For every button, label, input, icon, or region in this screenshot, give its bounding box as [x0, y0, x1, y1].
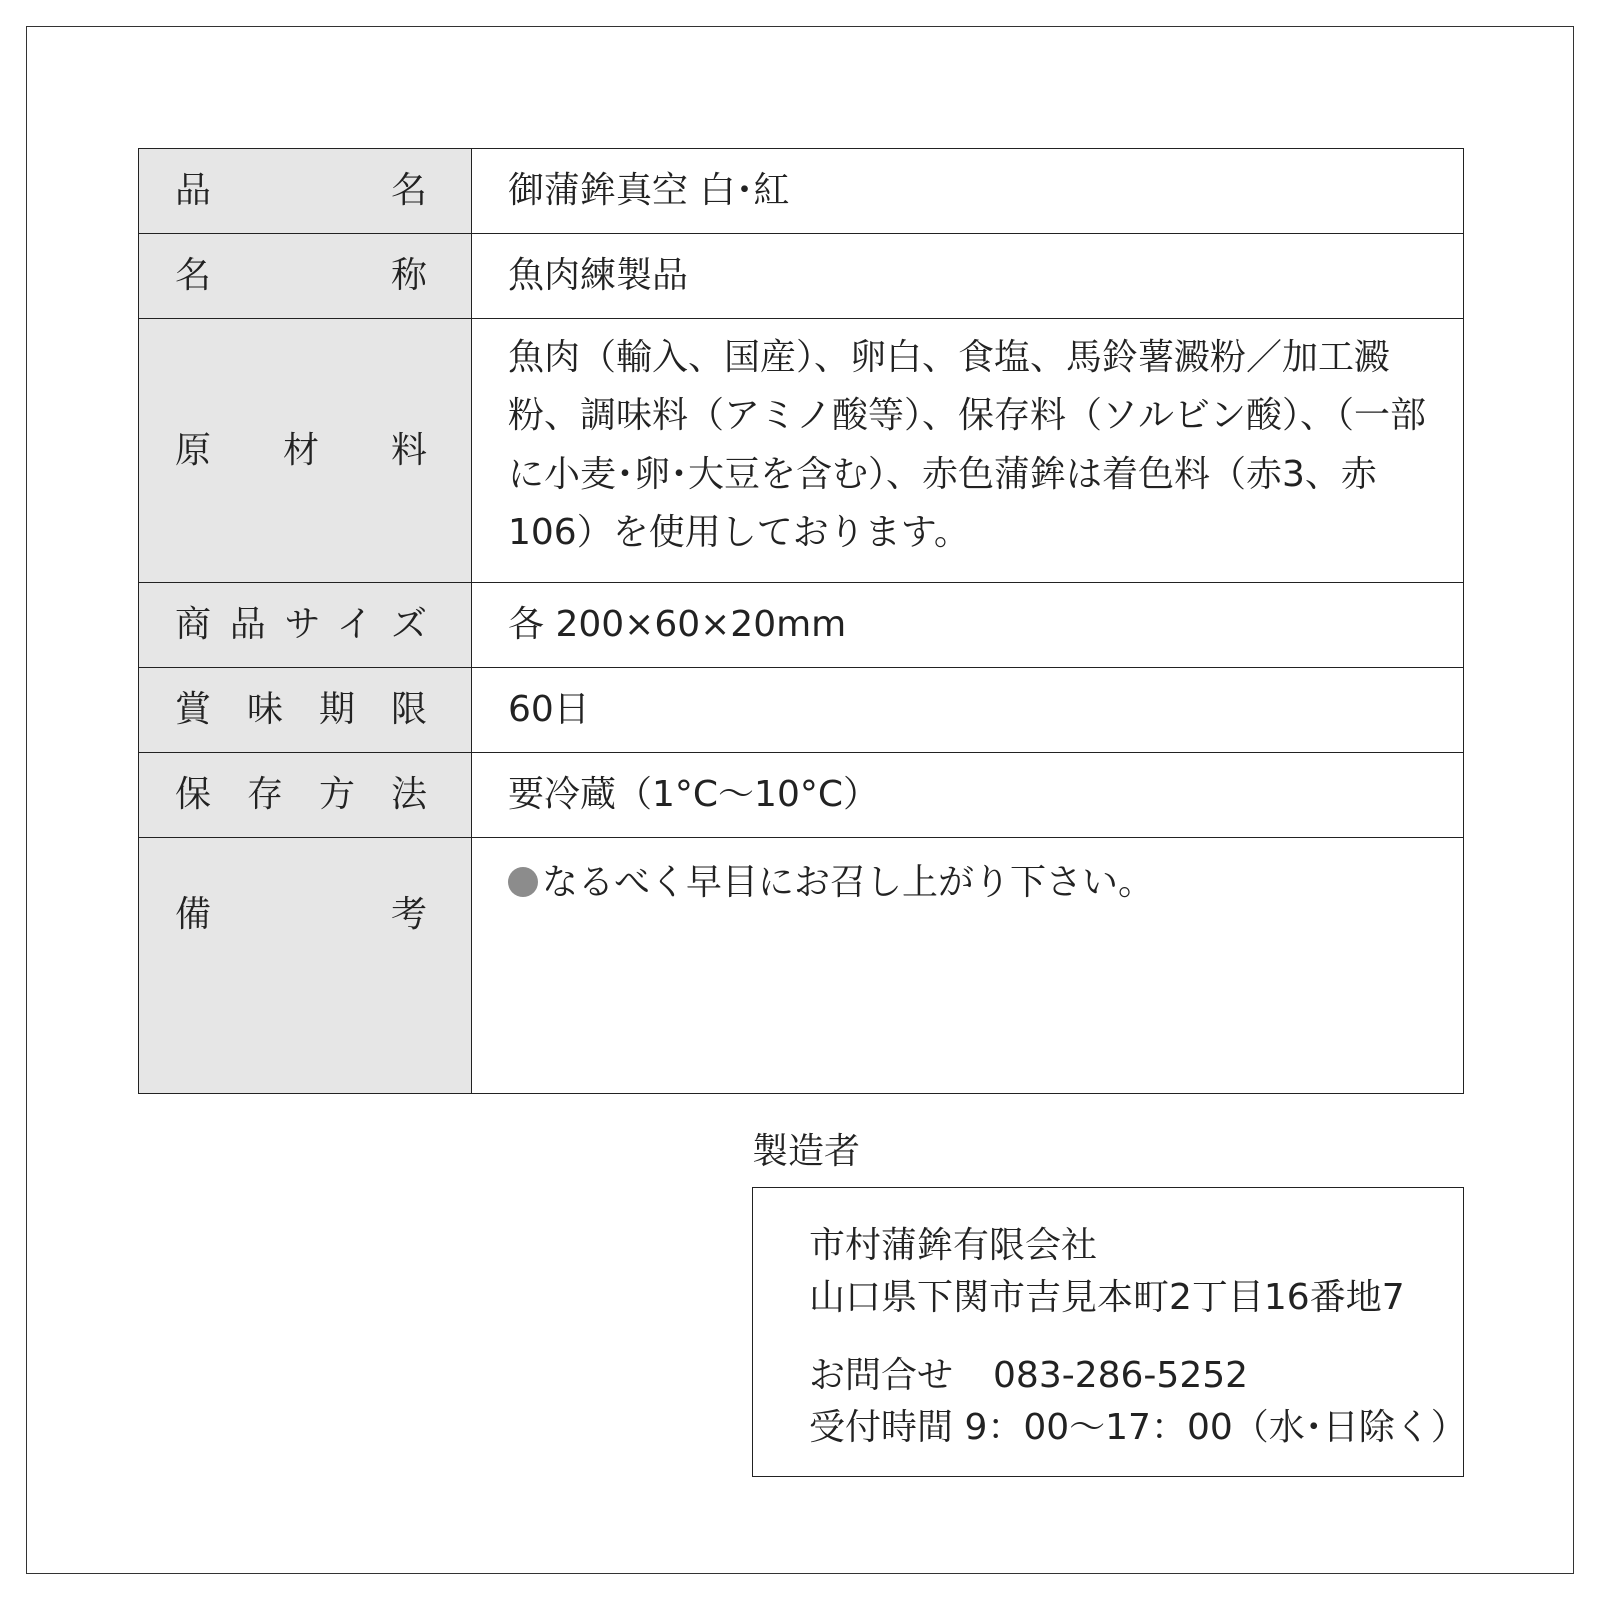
business-hours: 受付時間 9：00～17：00（水･日除く）	[809, 1407, 1467, 1448]
product-name-value: 御蒲鉾真空 白･紅	[472, 149, 1464, 234]
storage-value: 要冷蔵（1°C～10°C）	[472, 753, 1464, 838]
bullet-circle-icon	[508, 867, 538, 897]
table-row	[139, 753, 1464, 838]
table-row	[139, 319, 1464, 583]
ingredients-value: 魚肉（輸入、国産）、卵白、食塩、馬鈴薯澱粉／加工澱粉、調味料（アミノ酸等）、保存料（ソルビン酸）、（一部に小麦･卵･大豆を含む）、赤色蒲鉾は着色料（赤3、赤106）を使用しております。	[472, 319, 1464, 583]
product-size-value: 各 200×60×20mm	[472, 583, 1464, 668]
remarks-cell	[472, 838, 1464, 1094]
best-before-label: 賞味期限	[175, 689, 427, 730]
row-label-cell	[139, 668, 472, 753]
phone-number: 083-286-5252	[993, 1355, 1249, 1396]
table-row	[139, 838, 1464, 1094]
company-name: 市村蒲鉾有限会社	[809, 1225, 1098, 1266]
remarks-label: 備 考	[175, 894, 427, 935]
table-row	[139, 149, 1464, 234]
table-row	[139, 668, 1464, 753]
row-label-cell	[139, 234, 472, 319]
remarks-value: なるべく早目にお召し上がり下さい。	[542, 862, 1155, 903]
product-label-table	[138, 148, 1464, 1094]
row-label-cell	[139, 753, 472, 838]
common-name-label: 名 称	[175, 255, 427, 296]
best-before-value: 60日	[472, 668, 1464, 753]
contact-line	[809, 1350, 1463, 1402]
row-label-cell	[139, 838, 472, 1094]
common-name-value: 魚肉練製品	[472, 234, 1464, 319]
contact-label: お問合せ	[809, 1355, 954, 1396]
company-address: 山口県下関市吉見本町2丁目16番地7	[809, 1277, 1405, 1318]
table-row	[139, 583, 1464, 668]
table-row	[139, 234, 1464, 319]
product-size-label: 商品サイズ	[175, 604, 427, 645]
storage-label: 保存方法	[175, 774, 427, 815]
row-label-cell	[139, 319, 472, 583]
product-name-label: 品 名	[175, 170, 427, 211]
row-label-cell	[139, 149, 472, 234]
spacer	[809, 1324, 1463, 1350]
row-label-cell	[139, 583, 472, 668]
manufacturer-box	[752, 1187, 1467, 1477]
ingredients-label: 原 材 料	[175, 429, 427, 471]
manufacturer-heading: 製造者	[752, 1131, 861, 1172]
